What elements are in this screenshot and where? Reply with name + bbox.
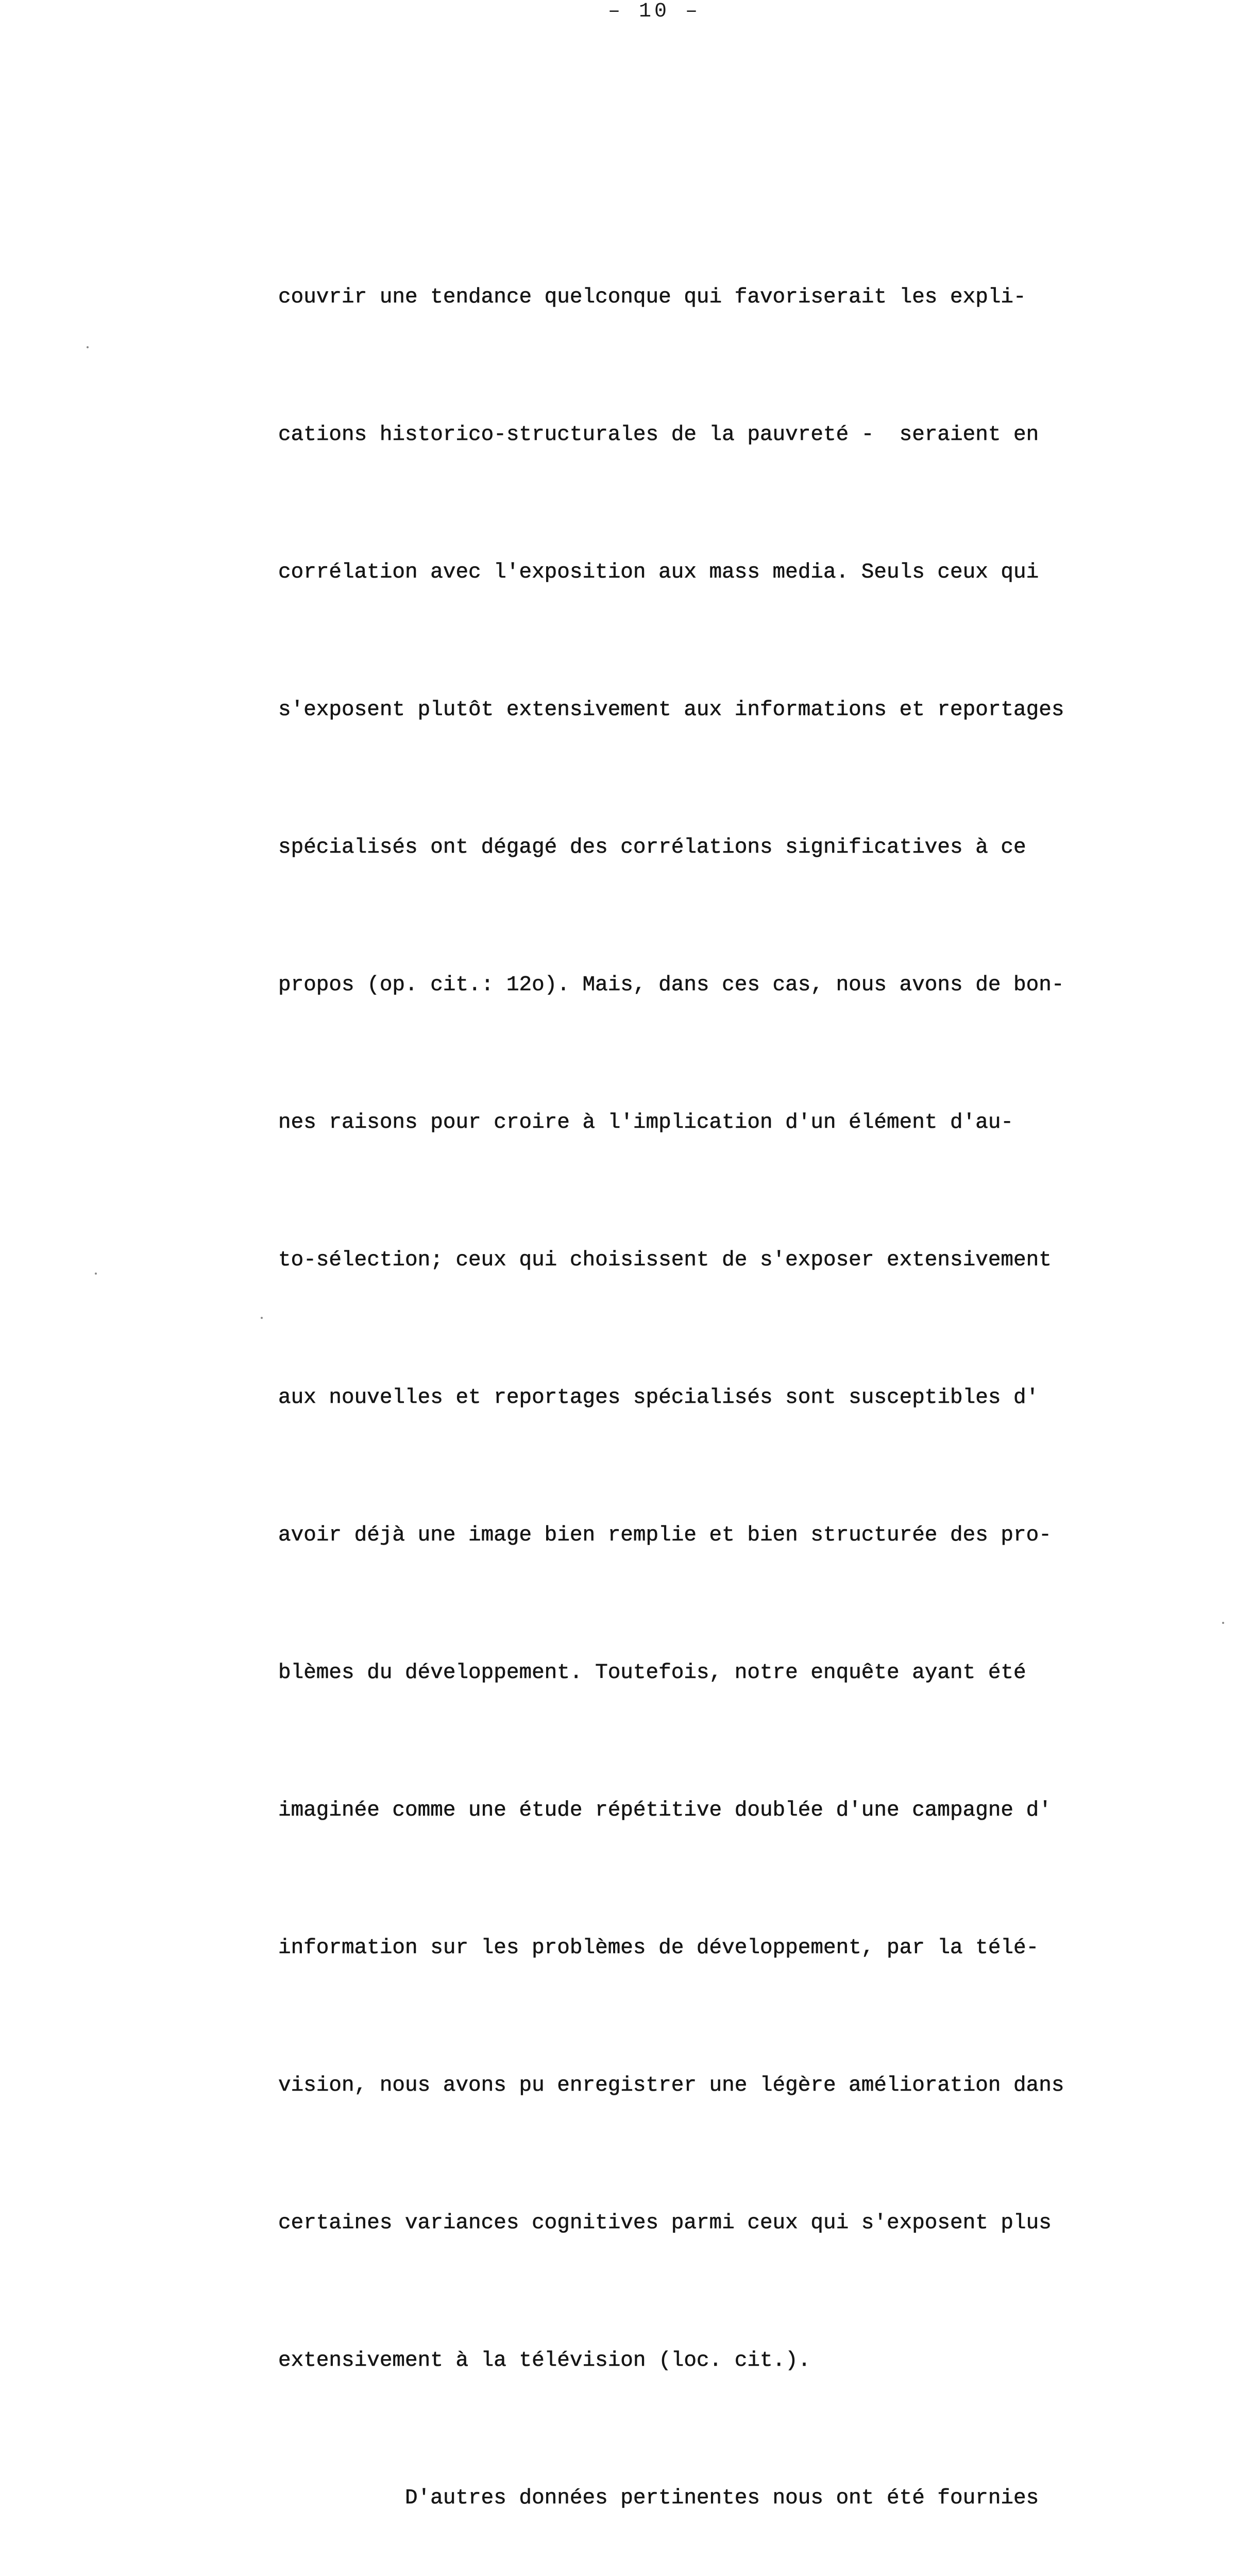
- text-line: information sur les problèmes de développement, par la télé-: [278, 1936, 1039, 1960]
- text-line: s'exposent plutôt extensivement aux informations et reportages: [278, 698, 1064, 722]
- paragraph-start-line: D'autres données pertinentes nous ont été fournies: [278, 2486, 1039, 2510]
- page-number: – 10 –: [608, 0, 701, 23]
- text-line: certaines variances cognitives parmi ceux qui s'exposent plus: [278, 2211, 1052, 2235]
- text-line: aux nouvelles et reportages spécialisés sont susceptibles d': [278, 1386, 1039, 1410]
- scan-speck: [1222, 1622, 1224, 1624]
- text-line: vision, nous avons pu enregistrer une légère amélioration dans: [278, 2074, 1064, 2097]
- text-line: spécialisés ont dégagé des corrélations significatives à ce: [278, 836, 1026, 859]
- text-line: extensivement à la télévision (loc. cit.).: [278, 2349, 811, 2372]
- body-text: [278, 183, 1206, 2576]
- text-line: blèmes du développement. Toutefois, notre enquête ayant été: [278, 1661, 1026, 1685]
- scan-speck: [95, 1273, 97, 1275]
- text-line: avoir déjà une image bien remplie et bien structurée des pro-: [278, 1523, 1052, 1547]
- text-line: corrélation avec l'exposition aux mass media. Seuls ceux qui: [278, 561, 1039, 584]
- text-line: couvrir une tendance quelconque qui favoriserait les expli-: [278, 285, 1026, 309]
- text-line: imaginée comme une étude répétitive doublée d'une campagne d': [278, 1799, 1052, 1822]
- text-line: cations historico-structurales de la pauvreté - seraient en: [278, 423, 1039, 447]
- text-line: propos (op. cit.: 12o). Mais, dans ces cas, nous avons de bon-: [278, 973, 1064, 997]
- text-line: to-sélection; ceux qui choisissent de s'exposer extensivement: [278, 1248, 1052, 1272]
- scan-speck: [87, 346, 89, 348]
- scan-speck: [261, 1317, 263, 1319]
- text-line: nes raisons pour croire à l'implication d'un élément d'au-: [278, 1111, 1014, 1134]
